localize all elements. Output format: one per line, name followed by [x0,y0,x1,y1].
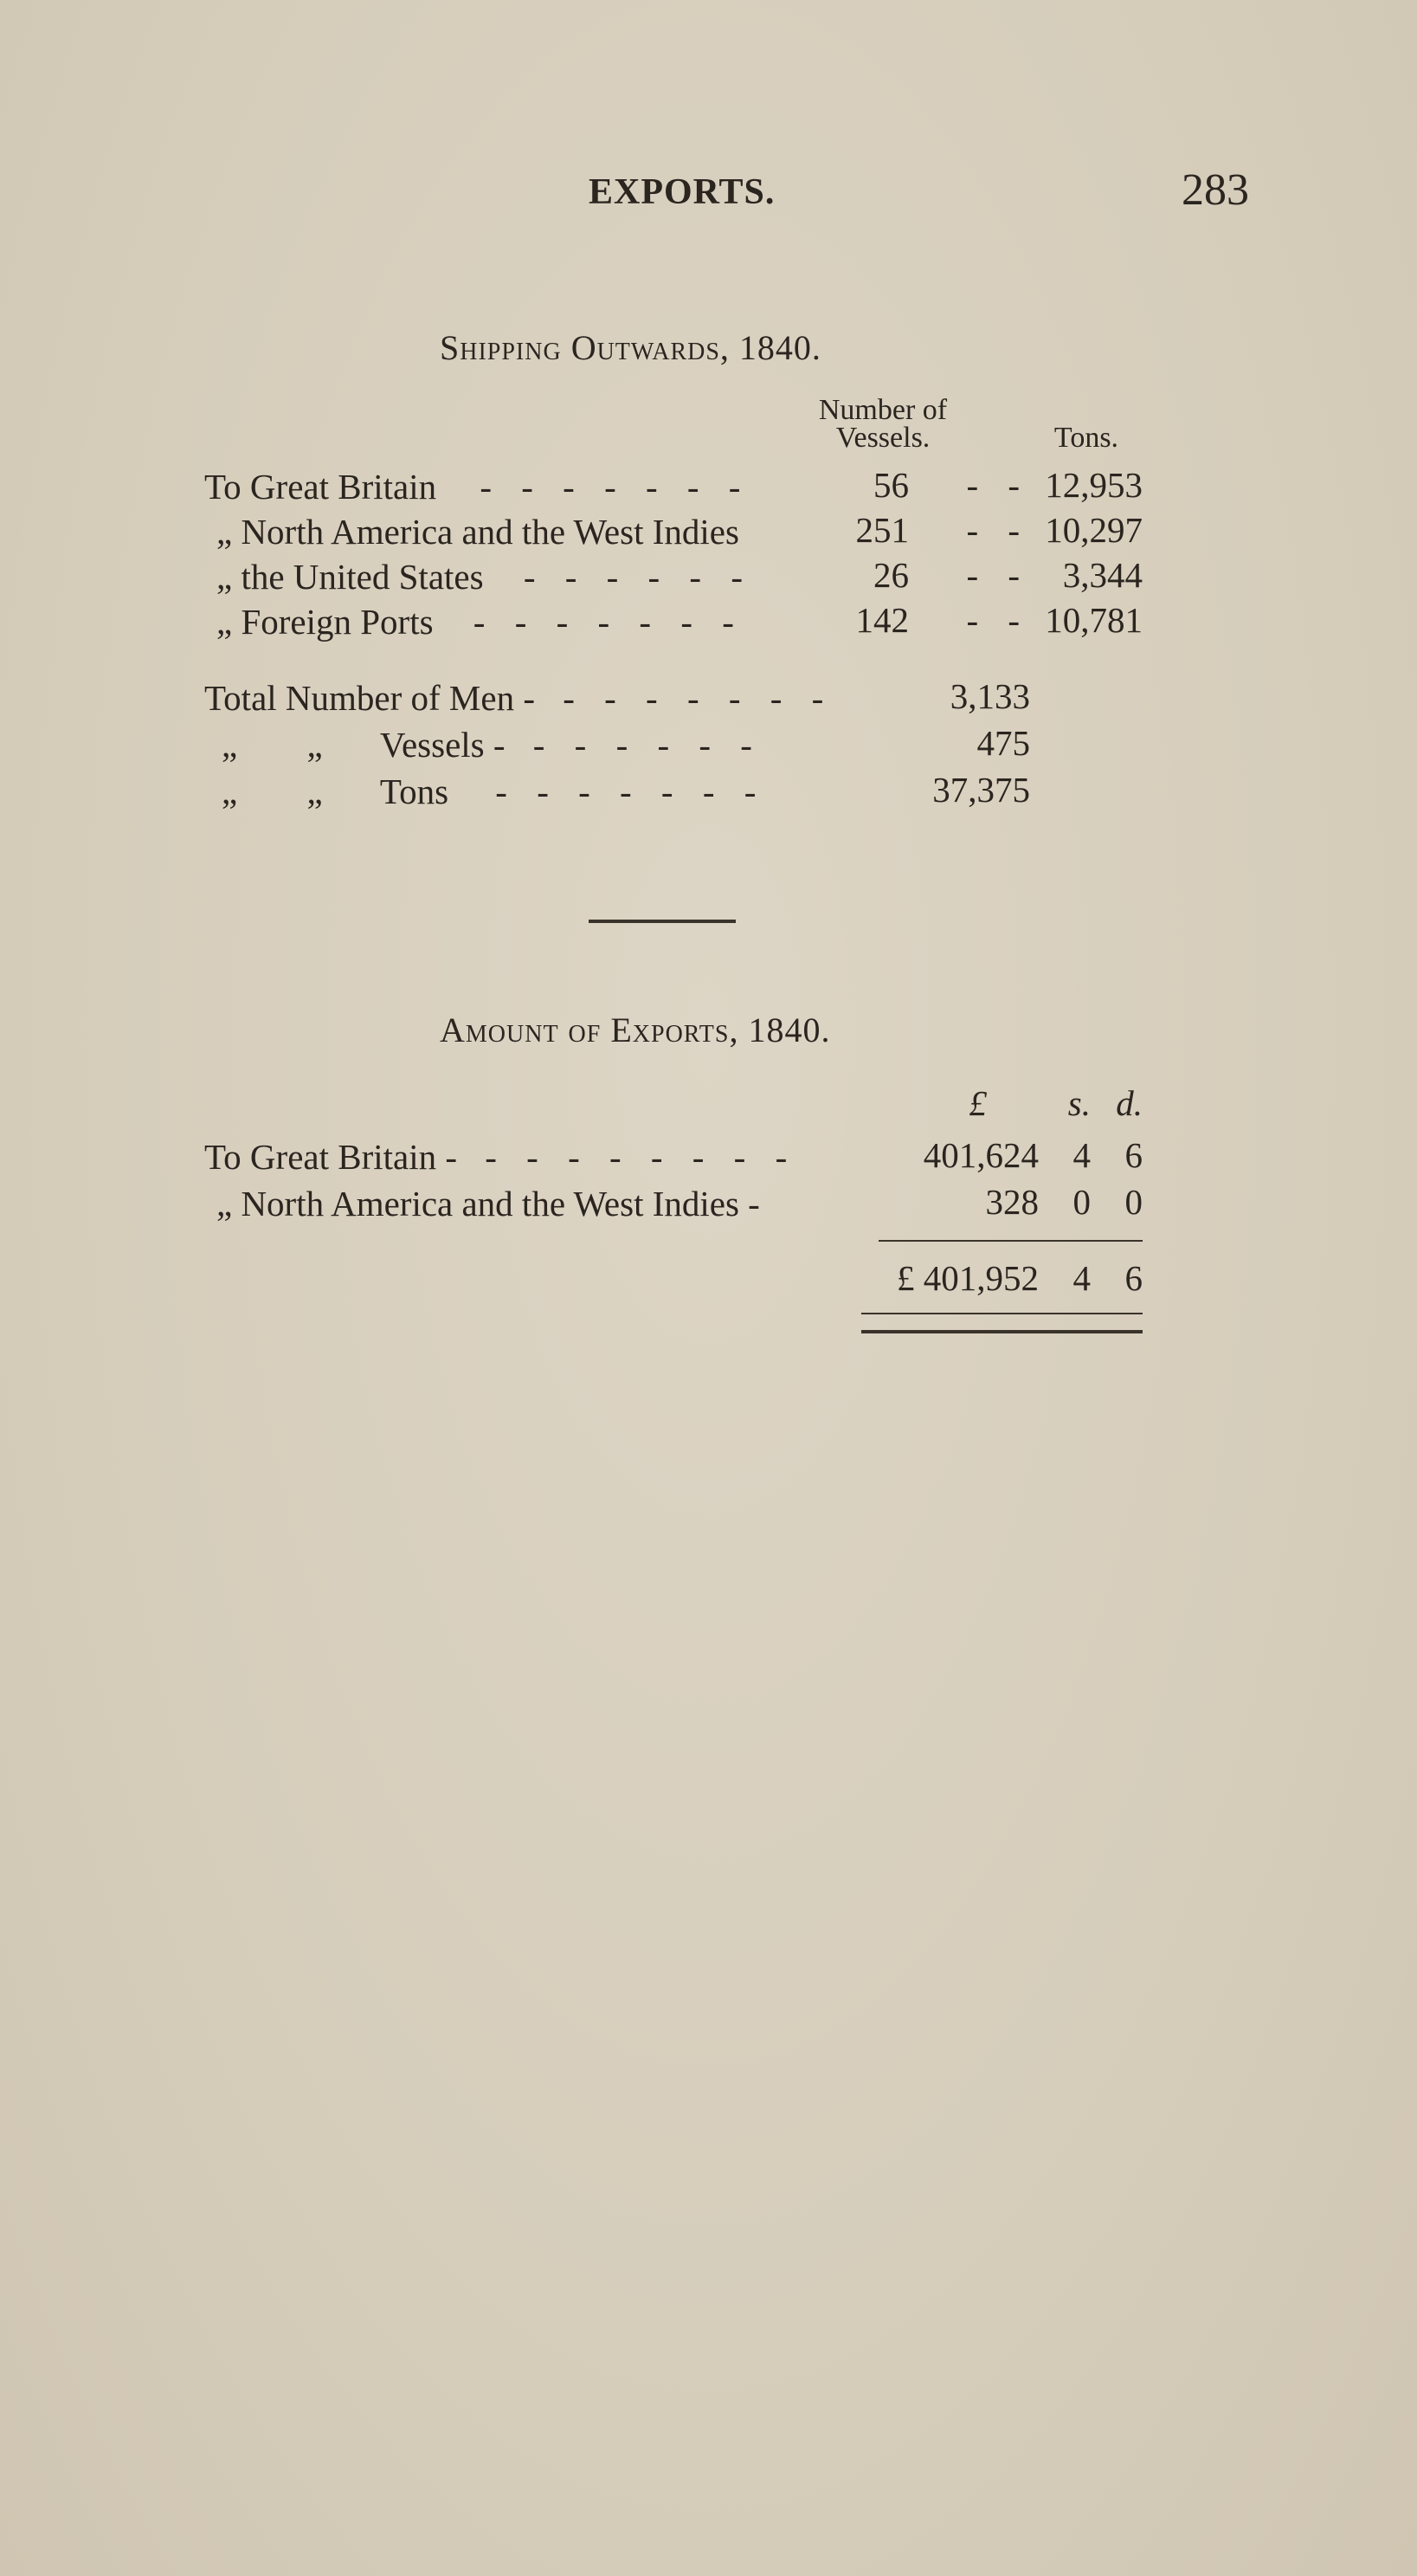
dot-leader: - - - - - - - [495,772,767,811]
col-vessels-header-line2: Vessels. [835,422,931,454]
dot-leader: - - - - - - - - [485,1137,798,1177]
dot-leader: - - [966,555,1030,595]
col-shillings-header: s. [1067,1083,1091,1123]
total-tons-value: 37,375 [932,770,1030,810]
double-rule-bottom [861,1330,1143,1333]
row-label: To Great Britain [204,467,437,507]
shillings-value: 4 [1072,1135,1091,1175]
dot-leader: - - - - - - [532,725,763,765]
row-label: „ North America and the West Indies - [216,1184,760,1223]
total-row [222,769,914,814]
section-divider [589,920,736,923]
total-label: Total Number of Men - [204,678,535,718]
page-number: 283 [1182,165,1249,215]
total-shillings-value: 4 [1072,1258,1091,1298]
tons-value: 12,953 [1045,465,1143,505]
dot-leader: - - - - - - - [480,467,751,507]
table-row [216,554,753,599]
vessels-value: 26 [873,555,909,595]
ditto-mark: „ [306,725,323,765]
total-label: Tons [379,772,449,811]
col-tons-header: Tons. [1053,422,1119,454]
row-label: To Great Britain - [204,1137,458,1177]
table-row [216,1181,760,1226]
pounds-value: 401,624 [923,1135,1039,1175]
double-rule-top [861,1313,1143,1314]
dot-leader: - - - - - - - [563,678,834,718]
dot-leader: - - [966,600,1030,640]
table-row [204,1134,797,1179]
total-row [222,722,914,767]
shipping-title: Shipping Outwards, 1840. [440,328,821,367]
row-label: „ North America and the West Indies [216,512,739,552]
exports-title: Amount of Exports, 1840. [440,1010,831,1049]
dot-leader: - - - - - - [523,557,753,597]
dot-leader: - - [966,465,1030,505]
table-row [216,599,744,644]
running-head-title: EXPORTS. [589,172,776,212]
running-head [0,165,1417,216]
total-vessels-value: 475 [976,723,1030,763]
pence-value: 0 [1124,1182,1143,1222]
dot-leader: - - - - - - - [473,602,744,642]
vessels-value: 142 [855,600,909,640]
pence-value: 6 [1124,1135,1143,1175]
total-men-value: 3,133 [950,676,1030,716]
row-label: „ the United States [216,557,484,597]
pounds-value: 328 [985,1182,1039,1222]
total-label: Vessels - [379,725,506,765]
shillings-value: 0 [1072,1182,1091,1222]
tons-value: 10,781 [1045,600,1143,640]
col-vessels-header-line1: Number of [818,394,948,426]
table-row [204,464,750,509]
table-row [216,509,739,554]
vessels-value: 56 [873,465,909,505]
col-pounds-header: £ [969,1083,987,1123]
vessels-value: 251 [855,510,909,550]
tons-value: 10,297 [1045,510,1143,550]
tons-value: 3,344 [1062,555,1143,595]
total-pence-value: 6 [1124,1258,1143,1298]
ditto-mark: „ [222,725,238,765]
sum-rule [879,1240,1143,1242]
total-pounds-value: £ 401,952 [897,1258,1039,1298]
col-pence-header: d. [1116,1083,1143,1123]
ditto-mark: „ [306,772,323,811]
total-row [204,675,834,720]
ditto-mark: „ [222,772,238,811]
dot-leader: - - [966,510,1030,550]
row-label: „ Foreign Ports [216,602,434,642]
